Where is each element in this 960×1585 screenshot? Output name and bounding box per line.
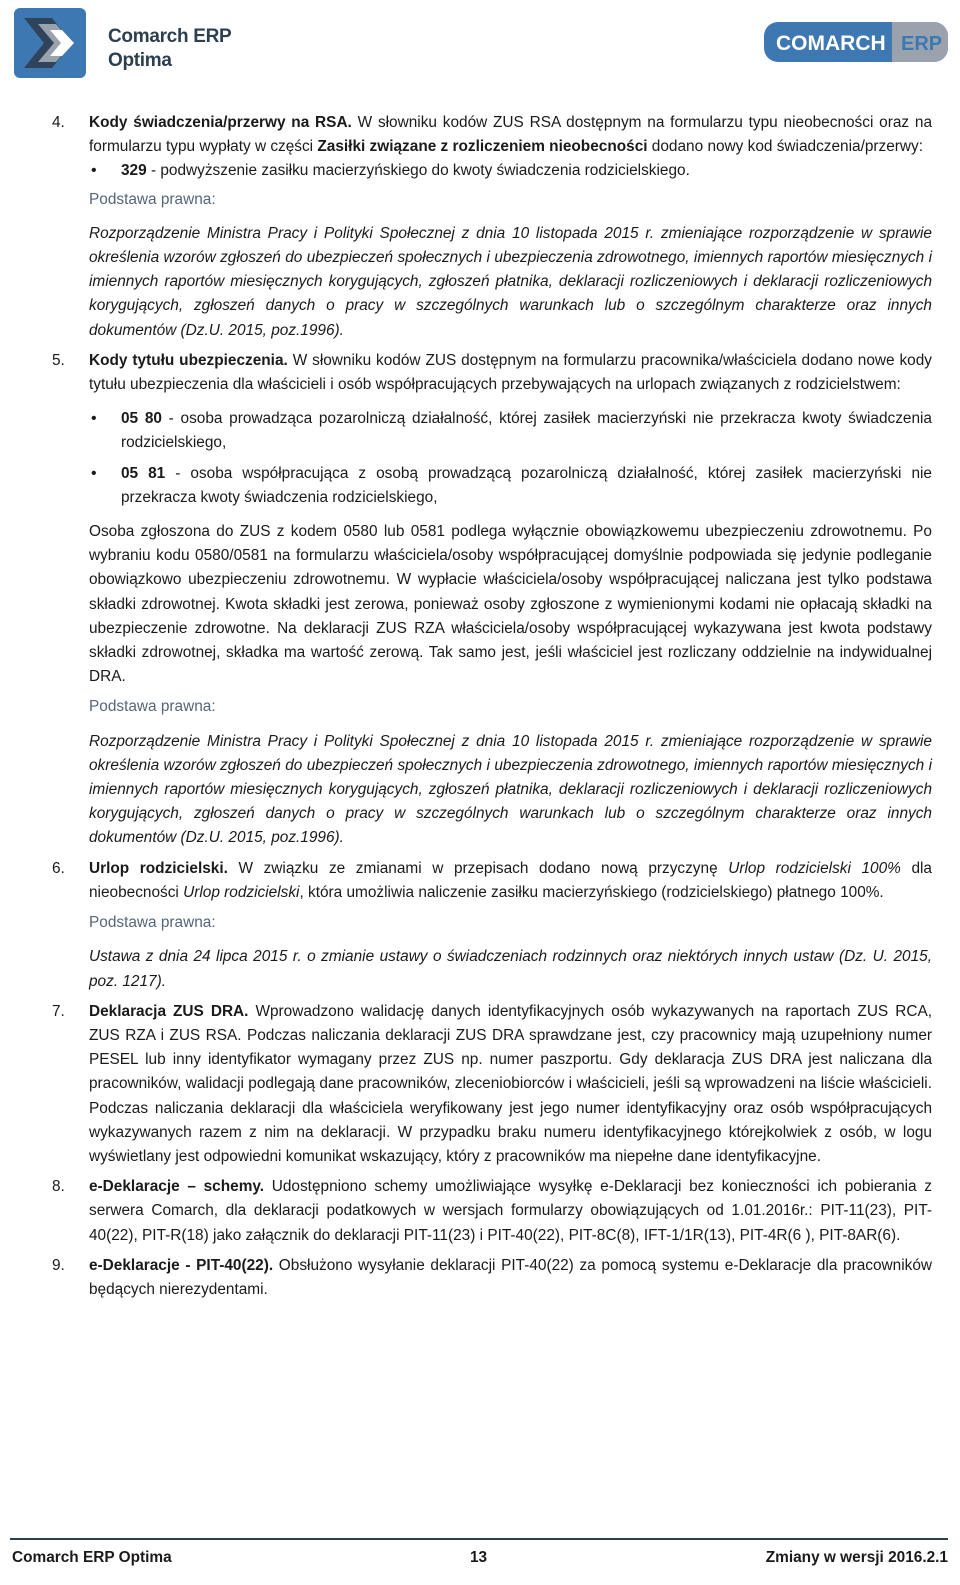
logo-line-2: Optima — [108, 50, 172, 71]
item-italic-text: Urlop rodzicielski 100% — [728, 859, 901, 877]
legal-basis-text: Rozporządzenie Ministra Pracy i Polityki Społecznej z dnia 10 listopada 2015 r. zmieniające rozporządzenie w sprawie określenia wzorów zgłoszeń do ubezpieczeń społecznych i ubezpieczenia zdrowotnego, imiennych raportów miesięcznych i imiennych raportów miesięcznych korygujących, zgłoszeń płatnika, deklaracji rozliczeniowych i deklaracji rozliczeniowych korygujących, zgłoszeń danych o pracy w szczególnych warunkach lub o szczególnym charakterze oraz innych dokumentów (Dz.U. 2015, poz.1996). — [89, 732, 932, 847]
brand-left-text: COMARCH — [776, 32, 886, 55]
optima-chevron-icon — [14, 6, 94, 80]
code-description: - osoba prowadząca pozarolniczą działalność, której zasiłek macierzyński nie przekracza kwoty świadczenia rodzicielskiego, — [121, 410, 932, 452]
item-text: Wprowadzono walidację danych identyfikacyjnych osób wykazywanych na raportach ZUS RCA, ZUS RZA i ZUS RSA. Podczas naliczania deklaracji ZUS DRA sprawdzane jest, czy pracownicy mają uzupełniony numer PESEL lub inny identyfikator wymagany przez ZUS np. numer paszportu. Gdy deklaracja ZUS DRA jest naliczana dla pracowników, walidacji podlegają dane pracowników, zleceniobiorców i właścicieli, jeśli są wprowadzeni na liście właścicieli. Podczas naliczania deklaracji dla właściciela weryfikowany jest jego numer identyfikacyjny oraz osób współpracujących wykazywanych razem z nim na deklaracji. W przypadku braku numeru identyfikacyjnego którejkolwiek z osób, w logu wyświetlany jest odpowiedni komunikat wskazujący, który z pracowników ma niepełne dane identyfikacyjne. — [89, 1002, 932, 1165]
item-text: W słowniku kodów ZUS RSA dostępnym na formularzu typu nieobecności oraz na formularzu typu wypłaty w części — [89, 114, 933, 156]
item-title: e-Deklaracje - PIT-40(22). — [89, 1256, 274, 1274]
item-title: e-Deklaracje – schemy. — [89, 1178, 265, 1196]
footer-version: Zmiany w wersji 2016.2.1 — [765, 1549, 948, 1566]
document-body — [52, 111, 932, 1302]
item-text: Obsłużono wysyłanie deklaracji PIT-40(22) za pomocą systemu e-Deklaracje dla pracowników będących nierezydentami. — [89, 1256, 932, 1298]
page-header — [0, 0, 960, 90]
list-item-4 — [52, 111, 932, 343]
item-number: 8. — [52, 1178, 65, 1196]
code: 05 80 — [121, 410, 162, 428]
footer-product: Comarch ERP Optima — [12, 1549, 172, 1566]
code: 329 — [121, 162, 147, 180]
item-number: 6. — [52, 859, 65, 877]
item-title: Urlop rodzicielski. — [89, 859, 228, 877]
page-footer — [10, 1538, 948, 1585]
brand-right-text: ERP — [901, 33, 943, 55]
item-text: dla nieobecności — [89, 859, 932, 901]
item-bold-text: Zasiłki związane z rozliczeniem nieobecności — [317, 138, 648, 156]
list-item-6 — [52, 857, 932, 994]
item-paragraph — [89, 111, 932, 159]
comarch-erp-optima-logo — [14, 6, 254, 80]
item-title: Deklaracja ZUS DRA. — [89, 1002, 249, 1020]
item-paragraph — [89, 1175, 932, 1248]
footer-page-number: 13 — [470, 1549, 488, 1566]
item-paragraph — [89, 349, 932, 397]
bullet-list — [89, 407, 932, 510]
legal-basis-label: Podstawa prawna: — [89, 698, 216, 716]
item-text: dodano nowy kod świadczenia/przerwy: — [647, 138, 923, 156]
list-item-8 — [52, 1175, 932, 1248]
bullet-item — [89, 407, 932, 455]
item-paragraph — [89, 857, 932, 905]
code-description: - osoba współpracująca z osobą prowadzącą pozarolniczą działalność, której zasiłek macierzyński nie przekracza kwoty świadczenia rodzicielskiego, — [121, 464, 932, 506]
list-item-7 — [52, 1000, 932, 1169]
legal-basis-label: Podstawa prawna: — [89, 190, 216, 208]
bullet-item — [89, 159, 932, 183]
item-text: , która umożliwia naliczenie zasiłku macierzyńskiego (rodzicielskiego) płatnego 100%. — [299, 883, 884, 901]
item-text: W związku ze zmianami w przepisach dodano nową przyczynę — [227, 859, 729, 877]
code-description: - podwyższenie zasiłku macierzyńskiego do kwoty świadczenia rodzicielskiego. — [146, 162, 690, 180]
list-item-5 — [52, 349, 932, 851]
item-number: 5. — [52, 351, 65, 369]
bullet-item — [89, 462, 932, 510]
legal-basis-text: Rozporządzenie Ministra Pracy i Polityki Społecznej z dnia 10 listopada 2015 r. zmieniające rozporządzenie w sprawie określenia wzorów zgłoszeń do ubezpieczeń społecznych i ubezpieczenia zdrowotnego, imiennych raportów miesięcznych i imiennych raportów miesięcznych korygujących, zgłoszeń płatnika, deklaracji rozliczeniowych i deklaracji rozliczeniowych korygujących, zgłoszeń danych o pracy w szczególnych warunkach lub o szczególnym charakterze oraz innych dokumentów (Dz.U. 2015, poz.1996). — [89, 224, 932, 339]
item-paragraph — [89, 1000, 932, 1169]
comarch-erp-brand-logo — [764, 22, 948, 66]
item-number: 9. — [52, 1256, 65, 1274]
item-italic-text: Urlop rodzicielski — [183, 883, 300, 901]
item-paragraph — [89, 1254, 932, 1302]
legal-basis-label: Podstawa prawna: — [89, 914, 216, 932]
item-text: Udostępniono schemy umożliwiające wysyłkę e-Deklaracji bez konieczności ich pobierania z serwera Comarch, dla deklaracji podatkowych w wersjach formularzy obowiązujących od 1.01.2016r.: PIT-11(23), PIT-40(22), PIT-R(18) jako załącznik do deklaracji PIT-11(23) i PIT-40(22), PIT-8C(8), IFT-1/1R(13), PIT-4R(6 ), PIT-8AR(6). — [89, 1178, 932, 1244]
logo-line-1: Comarch ERP — [108, 26, 232, 47]
item-title: Kody świadczenia/przerwy na RSA. — [89, 114, 352, 131]
code: 05 81 — [121, 464, 166, 482]
item-title: Kody tytułu ubezpieczenia. — [89, 351, 288, 369]
item-text: W słowniku kodów ZUS dostępnym na formularzu pracownika/właściciela dodano nowe kody tytułu ubezpieczenia dla właścicieli i osób współpracujących przebywających na urlopach związanych z rodzicielstwem: — [89, 351, 932, 394]
item-number: 7. — [52, 1002, 65, 1020]
list-item-9 — [52, 1254, 932, 1302]
item-number: 4. — [52, 114, 65, 131]
legal-basis-text: Ustawa z dnia 24 lipca 2015 r. o zmianie ustawy o świadczeniach rodzinnych oraz niektórych innych ustaw (Dz. U. 2015, poz. 1217). — [89, 948, 932, 990]
bullet-list — [89, 159, 932, 183]
item-paragraph: Osoba zgłoszona do ZUS z kodem 0580 lub 0581 podlega wyłącznie obowiązkowemu ubezpieczeniu zdrowotnemu. Po wybraniu kodu 0580/0581 na formularzu właściciela/osoby współpracującej domyślnie podpowiada się jedynie podleganie obowiązkowo ubezpieczeniu zdrowotnemu. W wypłacie właściciela/osoby współpracującej naliczana jest tylko podstawa składki zdrowotnej. Kwota składki jest zerowa, ponieważ osoby zgłoszone z wymienionymi kodami nie opłacają składki na ubezpieczenie zdrowotne. Na deklaracji ZUS RZA właściciela/osoby współpracującej wykazywana jest kwota podstawy składki zdrowotnej, składka ma wartość zerową. Tak samo jest, jeśli właściciel jest rozliczany oddzielnie na indywidualnej DRA. — [89, 523, 932, 686]
